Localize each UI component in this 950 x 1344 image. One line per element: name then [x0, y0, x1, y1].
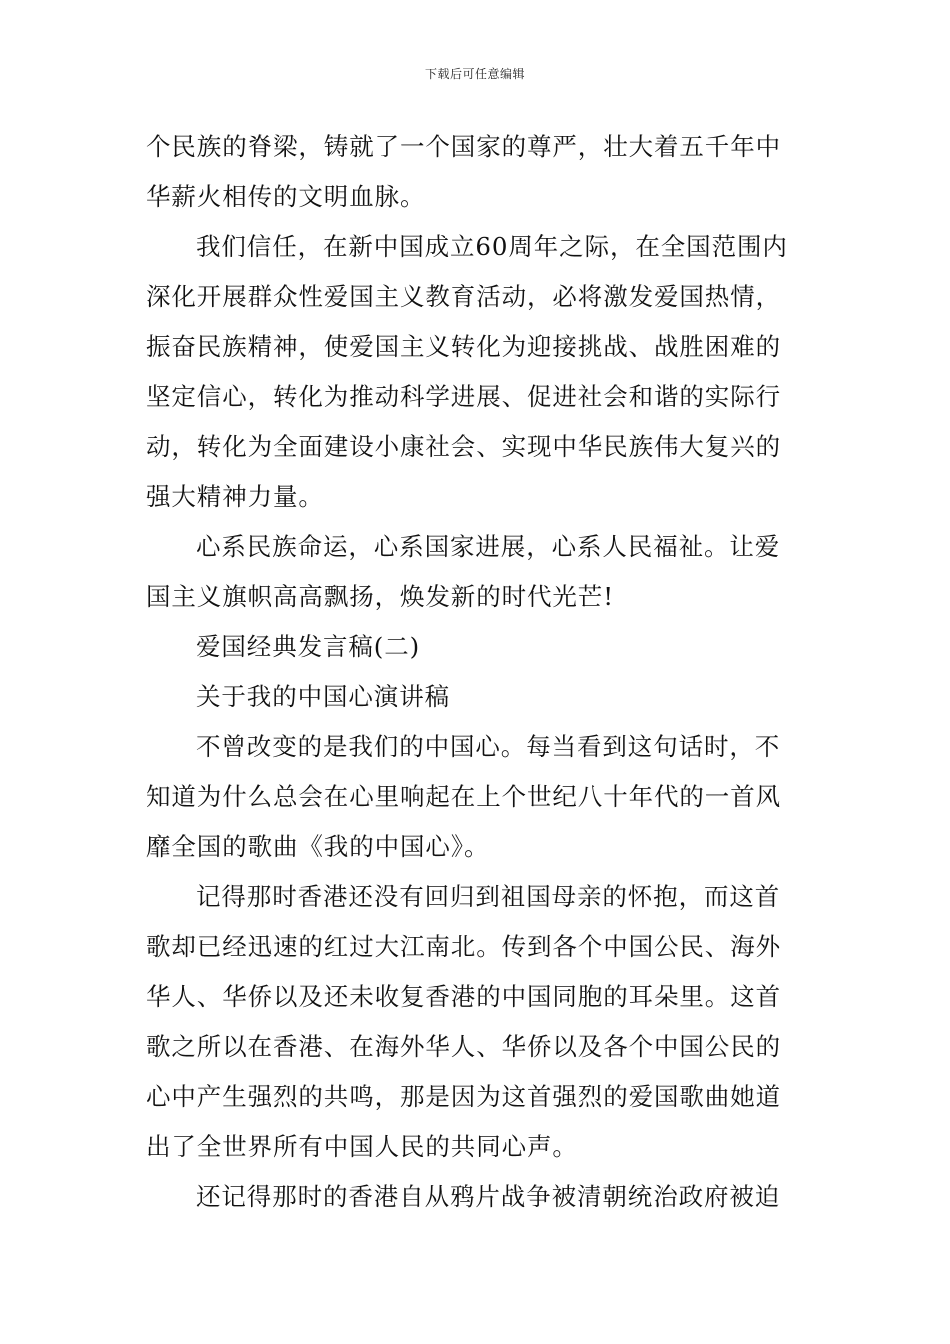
text-line: 歌却已经迅速的红过大江南北。传到各个中国公民、海外: [146, 932, 781, 961]
text-line: 心中产生强烈的共鸣，那是因为这首强烈的爱国歌曲她道: [146, 1082, 781, 1111]
section-heading: 爱国经典发言稿(二): [196, 632, 421, 661]
text-line: 华人、华侨以及还未收复香港的中国同胞的耳朵里。这首: [146, 982, 781, 1011]
text-line: 个民族的脊梁，铸就了一个国家的尊严，壮大着五千年中: [146, 132, 781, 161]
speech-title: 关于我的中国心演讲稿: [196, 682, 450, 711]
paragraph-first-line: 我们信任，在新中国成立60周年之际，在全国范围内: [196, 232, 788, 261]
text-line: 歌之所以在香港、在海外华人、华侨以及各个中国公民的: [146, 1032, 781, 1061]
text-line: 知道为什么总会在心里响起在上个世纪八十年代的一首风: [146, 782, 781, 811]
page-header: 下载后可任意编辑: [424, 67, 525, 81]
text-line: 强大精神力量。: [146, 482, 324, 511]
text-line: 国主义旗帜高高飘扬，焕发新的时代光芒!: [146, 582, 614, 611]
text-line: 靡全国的歌曲《我的中国心》。: [146, 832, 490, 861]
text-line: 出了全世界所有中国人民的共同心声。: [146, 1132, 578, 1161]
text-line: 深化开展群众性爱国主义教育活动，必将激发爱国热情，: [146, 282, 781, 311]
text-line: 坚定信心，转化为推动科学进展、促进社会和谐的实际行: [146, 382, 781, 411]
text-line: 华薪火相传的文明血脉。: [146, 182, 426, 211]
paragraph-first-line: 还记得那时的香港自从鸦片战争被清朝统治政府被迫: [196, 1182, 781, 1211]
paragraph-first-line: 记得那时香港还没有回归到祖国母亲的怀抱，而这首: [196, 882, 781, 911]
text-line: 动，转化为全面建设小康社会、实现中华民族伟大复兴的: [146, 432, 781, 461]
text-line: 振奋民族精神，使爱国主义转化为迎接挑战、战胜困难的: [146, 332, 781, 361]
paragraph-first-line: 不曾改变的是我们的中国心。每当看到这句话时，不: [196, 732, 781, 761]
paragraph-first-line: 心系民族命运，心系国家进展，心系人民福祉。让爱: [196, 532, 781, 561]
